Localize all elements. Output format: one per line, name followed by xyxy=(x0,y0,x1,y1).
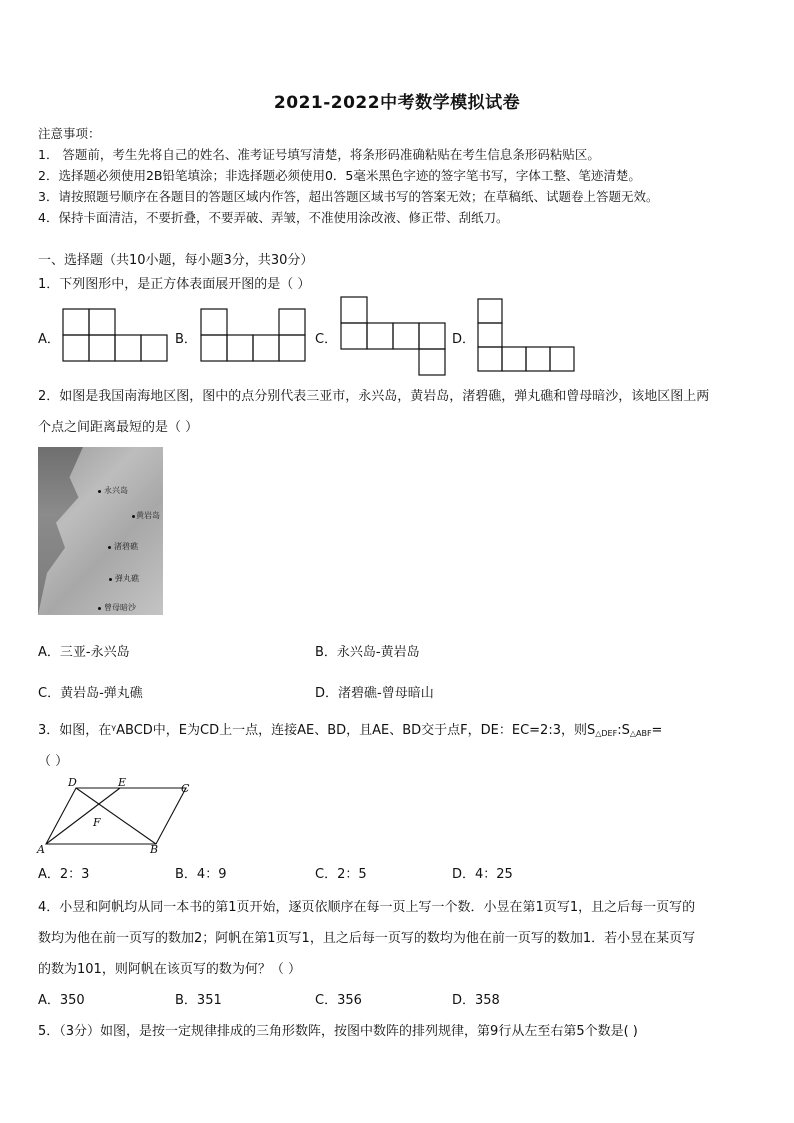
map-marker xyxy=(98,607,101,610)
page-title: 2021-2022中考数学模拟试卷 xyxy=(273,93,521,113)
q2-option-b[interactable]: B．永兴岛-黄岩岛 xyxy=(315,645,420,660)
q3-ratio-sep: :S xyxy=(617,723,630,738)
south-china-sea-map xyxy=(38,447,163,615)
q1-option-a-label[interactable]: A． xyxy=(38,332,60,347)
q3-sub-abf: △ABF xyxy=(629,729,652,738)
q4-option-d[interactable]: D．358 xyxy=(452,993,500,1008)
q3-option-b[interactable]: B．4：9 xyxy=(175,867,227,882)
q3-label-b: B xyxy=(150,843,159,855)
q2-text-line2: 个点之间距离最短的是（ ） xyxy=(38,420,199,435)
q1-option-c-label[interactable]: C． xyxy=(315,332,338,347)
note-item-1: 1． 答题前，考生先将自己的姓名、准考证号填写清楚，将条形码准确粘贴在考生信息条形码粘贴区。 xyxy=(38,147,600,162)
q3-label-e: E xyxy=(118,777,127,789)
q4-text-line2: 数均为他在前一页写的数加2；阿帆在第1页写1，且之后每一页写的数均为他在前一页写的数加1．若小昱在某页写 xyxy=(38,931,696,946)
map-marker xyxy=(98,490,101,493)
q2-text-line1: 2．如图是我国南海地区图，图中的点分别代表三亚市，永兴岛，黄岩岛，渚碧礁，弹丸礁和曾母暗沙，该地区图上两 xyxy=(38,389,710,404)
q5-text: 5．（3分）如图，是按一定规律排成的三角形数阵，按图中数阵的排列规律，第9行从左至右第5个数是( ) xyxy=(38,1024,638,1039)
note-item-2: 2．选择题必须使用2B铅笔填涂；非选择题必须使用0．5毫米黑色字迹的签字笔书写，字体工整、笔迹清楚。 xyxy=(38,168,641,183)
q4-option-c[interactable]: C．356 xyxy=(315,993,362,1008)
map-label-yongxing: 永兴岛 xyxy=(104,486,128,495)
q4-text-line1: 4．小昱和阿帆均从同一本书的第1页开始，逐页依顺序在每一页上写一个数．小昱在第1页写1，且之后每一页写的 xyxy=(38,900,696,915)
q1-option-d-label[interactable]: D． xyxy=(452,332,476,347)
q3-option-a[interactable]: A．2：3 xyxy=(38,867,90,882)
q1-option-b-net xyxy=(200,308,308,364)
map-marker xyxy=(132,515,135,518)
q4-option-b[interactable]: B．351 xyxy=(175,993,222,1008)
q3-text xyxy=(38,719,662,738)
q3-text-main: 3．如图，在ᵞABCD中，E为CD上一点，连接AE、BD，且AE、BD交于点F，DE：EC=2:3，则S xyxy=(38,723,596,738)
q4-text-line3: 的数为101，则阿帆在该页写的数为何？（ ） xyxy=(38,962,301,977)
q3-label-a: A xyxy=(37,843,45,855)
map-coastline xyxy=(38,447,83,615)
notes-heading: 注意事项： xyxy=(38,126,101,141)
q3-equals: = xyxy=(651,723,663,738)
q3-label-f: F xyxy=(93,816,101,829)
note-item-4: 4．保持卡面清洁，不要折叠，不要弄破、弄皱，不准使用涂改液、修正带、刮纸刀。 xyxy=(38,210,509,225)
q3-sub-def: △DEF xyxy=(595,729,618,738)
q3-paren: （ ） xyxy=(38,754,69,769)
q1-option-a-net xyxy=(62,308,170,364)
map-label-zhubi: 渚碧礁 xyxy=(114,542,138,551)
q2-option-d[interactable]: D．渚碧礁-曾母暗山 xyxy=(315,686,434,701)
map-marker xyxy=(109,578,112,581)
q2-option-a[interactable]: A．三亚-永兴岛 xyxy=(38,645,130,660)
map-label-zengmu: 曾母暗沙 xyxy=(104,603,136,612)
q3-parallelogram-figure xyxy=(34,777,198,855)
q3-label-c: C xyxy=(181,782,190,795)
q2-option-c[interactable]: C．黄岩岛-弹丸礁 xyxy=(38,686,143,701)
note-item-3: 3．请按照题号顺序在各题目的答题区域内作答，超出答题区域书写的答案无效；在草稿纸、试题卷上答题无效。 xyxy=(38,189,659,204)
q3-option-d[interactable]: D．4：25 xyxy=(452,867,513,882)
section-heading: 一、选择题（共10小题，每小题3分，共30分） xyxy=(38,253,314,268)
q1-text: 1．下列图形中，是正方体表面展开图的是（ ） xyxy=(38,277,311,292)
q1-option-c-net xyxy=(340,296,450,376)
q3-option-c[interactable]: C．2：5 xyxy=(315,867,367,882)
map-marker xyxy=(108,546,111,549)
q1-option-b-label[interactable]: B． xyxy=(175,332,197,347)
q3-label-d: D xyxy=(68,777,77,789)
q4-option-a[interactable]: A．350 xyxy=(38,993,85,1008)
map-label-huangyan: 黄岩岛 xyxy=(136,511,160,520)
map-label-danwan: 弹丸礁 xyxy=(115,574,139,583)
q1-option-d-net xyxy=(477,298,581,374)
